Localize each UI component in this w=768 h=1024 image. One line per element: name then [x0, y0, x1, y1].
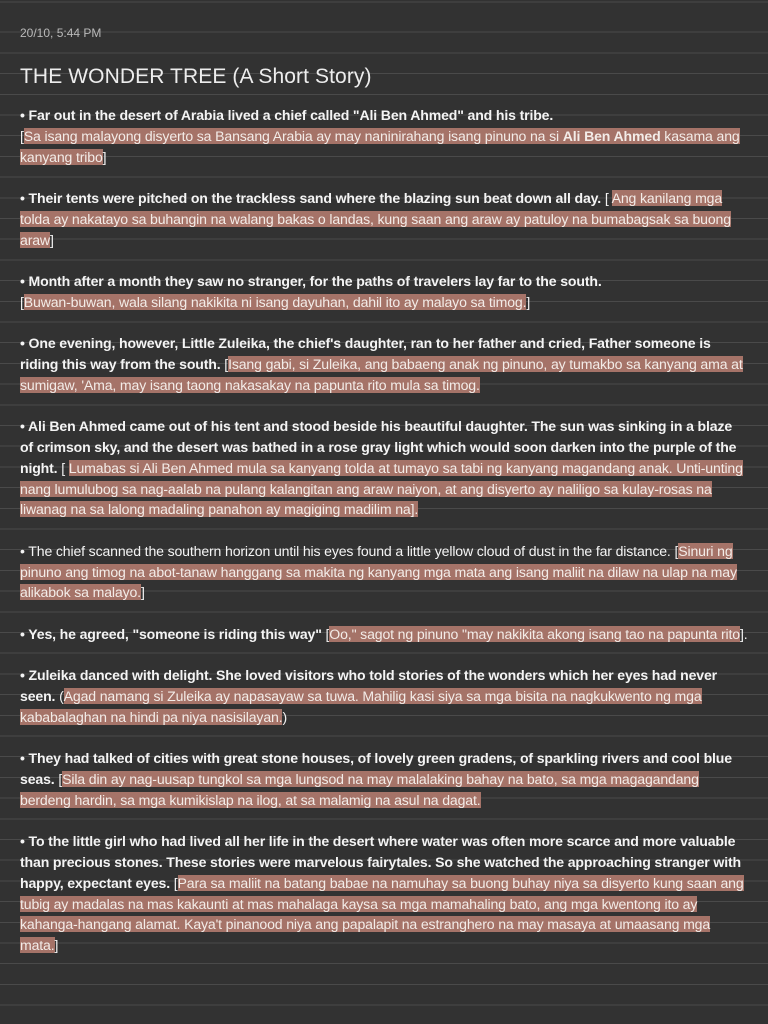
english-text: • Yes, he agreed, "someone is riding this way" — [20, 625, 322, 642]
tagalog-translation: Buwan-buwan, wala silang nakikita ni isang dayuhan, dahil ito ay malayo sa timog. — [23, 293, 527, 310]
tagalog-translation: Oo," sagot ng pinuno "may nakikita akong isang tao na papunta rito — [329, 625, 740, 642]
story-paragraph: • The chief scanned the southern horizon until his eyes found a little yellow cloud of dust in the far distance. [Sinuri ng pinuno ang timog na abot-tanaw hanggang sa makita ng kanyang mga mata ang isang maliit na dilaw na ulap na may alikabok sa malayo.] — [20, 542, 737, 601]
story-paragraph: • Their tents were pitched on the trackless sand where the blazing sun beat down all day. [ Ang kanilang mga tolda ay nakatayo sa buhangin na walang bakas o landas, kung saan ang araw ay patuloy na bumabagsak sa buong araw] — [20, 190, 731, 248]
tagalog-translation: Ang kanilang mga tolda ay nakatayo sa buhangin na walang bakas o landas, kung saan ang araw ay patuloy na bumabagsak sa buong araw — [20, 190, 731, 248]
story-paragraph: • Month after a month they saw no stranger, for the paths of travelers lay far to the south. [Buwan-buwan, wala silang nakikita ni isang dayuhan, dahil ito ay malayo sa timog.] — [20, 273, 602, 310]
tagalog-translation: Sila din ay nag-uusap tungkol sa mga lungsod na may malalaking bahay na bato, sa mga magagandang berdeng hardin, sa mga kumikislap na ilog, at sa malamig na asul na dagat. — [20, 771, 699, 808]
english-text: • To the little girl who had lived all her life in the desert where water was often more scarce and more valuable than precious stones. These stories were marvelous fairytales. So she watched the approaching stranger with happy, expectant eyes. — [20, 833, 741, 891]
tagalog-translation: Isang gabi, si Zuleika, ang babaeng anak ng pinuno, ay tumakbo sa kanyang ama at sumigaw, 'Ama, may isang taong nakasakay na papunta rito mula sa timog. — [20, 356, 743, 393]
story-paragraph: • To the little girl who had lived all her life in the desert where water was often more scarce and more valuable than precious stones. These stories were marvelous fairytales. So she watched the approaching stranger with happy, expectant eyes. [Para sa maliit na batang babae na namuhay sa buong buhay niya sa disyerto kung saan ang tubig ay madalas na mas kakaunti at mas mahalaga kaysa sa mga mamahaling bato, ang mga kwentong ito ay kahanga-hangang alamat. Kaya't pinanood niya ang papalapit na estranghero na may masaya at umaasang mga mata.] — [20, 833, 744, 953]
story-paragraph: • Far out in the desert of Arabia lived a chief called "Ali Ben Ahmed" and his tribe. [Sa isang malayong disyerto sa Bansang Arabia ay may naninirahang isang pinuno na si Ali Ben Ahmed kasama ang kanyang tribo] — [20, 107, 740, 165]
story-paragraph: • One evening, however, Little Zuleika, the chief's daughter, ran to her father and cried, Father someone is riding this way from the south. [Isang gabi, si Zuleika, ang babaeng anak ng pinuno, ay tumakbo sa kanyang ama at sumigaw, 'Ama, may isang taong nakasakay na papunta rito mula sa timog. — [20, 335, 743, 393]
tagalog-translation: Sinuri ng pinuno ang timog na abot-tanaw hanggang sa makita ng kanyang mga mata ang isang maliit na dilaw na ulap na may alikabok sa malayo. — [20, 542, 737, 601]
story-paragraph: • Ali Ben Ahmed came out of his tent and stood beside his beautiful daughter. The sun was sinking in a blaze of crimson sky, and the desert was bathed in a rose gray light which would soon darken into the purple of the night. [ Lumabas si Ali Ben Ahmed mula sa kanyang tolda at tumayo sa tabi ng kanyang magandang anak. Unti-unting nang lumulubog sa nag-aalab na pulang kalangitan ang araw naiyon, at ang disyerto ay naliligo sa kulay-rosas na liwanag na sa lalong madaling panahon ay magiging madilim na]. — [20, 418, 743, 518]
story-paragraph: • Yes, he agreed, "someone is riding this way" [Oo," sagot ng pinuno "may nakikita akong isang tao na papunta rito]. — [20, 625, 748, 642]
english-text: • The chief scanned the southern horizon until his eyes found a little yellow cloud of dust in the far distance. — [20, 542, 671, 559]
tagalog-translation: Agad namang si Zuleika ay napasayaw sa tuwa. Mahilig kasi siya sa mga bisita na nagkukwento ng mga kababalaghan na hindi pa niya nasisilayan. — [20, 688, 702, 725]
english-text: • They had talked of cities with great stone houses, of lovely green gradens, of sparkling rivers and cool blue seas. — [20, 750, 732, 787]
tagalog-translation: Lumabas si Ali Ben Ahmed mula sa kanyang tolda at tumayo sa tabi ng kanyang magandang anak. Unti-unting nang lumulubog sa nag-aalab na pulang kalangitan ang araw naiyon, at ang disyerto ay naliligo sa kulay-rosas na liwanag na sa lalong madaling panahon ay magiging madilim na]. — [20, 459, 743, 518]
note-body[interactable] — [20, 105, 748, 977]
note-timestamp: 20/10, 5:44 PM — [20, 26, 102, 40]
english-text: • One evening, however, Little Zuleika, the chief's daughter, ran to her father and cried, Father someone is riding this way from the south. — [20, 335, 711, 372]
english-text: • Their tents were pitched on the trackless sand where the blazing sun beat down all day. — [20, 190, 602, 206]
note-title[interactable]: THE WONDER TREE (A Short Story) — [20, 65, 372, 88]
story-paragraph: • They had talked of cities with great stone houses, of lovely green gradens, of sparkling rivers and cool blue seas. [Sila din ay nag-uusap tungkol sa mga lungsod na may malalaking bahay na bato, sa mga magagandang berdeng hardin, sa mga kumikislap na ilog, at sa malamig na asul na dagat. — [20, 750, 732, 808]
english-text: • Ali Ben Ahmed came out of his tent and stood beside his beautiful daughter. The sun was sinking in a blaze of crimson sky, and the desert was bathed in a rose gray light which would soon darken into the purple of the night. — [20, 418, 737, 476]
english-text: • Month after a month they saw no stranger, for the paths of travelers lay far to the south. — [20, 273, 602, 289]
story-paragraph: • Zuleika danced with delight. She loved visitors who told stories of the wonders which her eyes had never seen. (Agad namang si Zuleika ay napasayaw sa tuwa. Mahilig kasi siya sa mga bisita na nagkukwento ng mga kababalaghan na hindi pa niya nasisilayan.) — [20, 667, 718, 725]
english-text: • Far out in the desert of Arabia lived a chief called "Ali Ben Ahmed" and his tribe. — [20, 107, 554, 123]
tagalog-translation: Sa isang malayong disyerto sa Bansang Arabia ay may naninirahang isang pinuno na si Ali Ben Ahmed kasama ang kanyang tribo — [20, 127, 740, 165]
tagalog-translation: Para sa maliit na batang babae na namuhay sa buong buhay niya sa disyerto kung saan ang tubig ay madalas na mas kakaunti at mas mahalaga kaysa sa mga mamahaling bato, ang mga kwentong ito ay kahanga-hangang alamat. Kaya't pinanood niya ang papalapit na estranghero na may masaya at umaasang mga mata. — [20, 874, 744, 953]
english-text: • Zuleika danced with delight. She loved visitors who told stories of the wonders which her eyes had never seen. — [20, 667, 718, 704]
